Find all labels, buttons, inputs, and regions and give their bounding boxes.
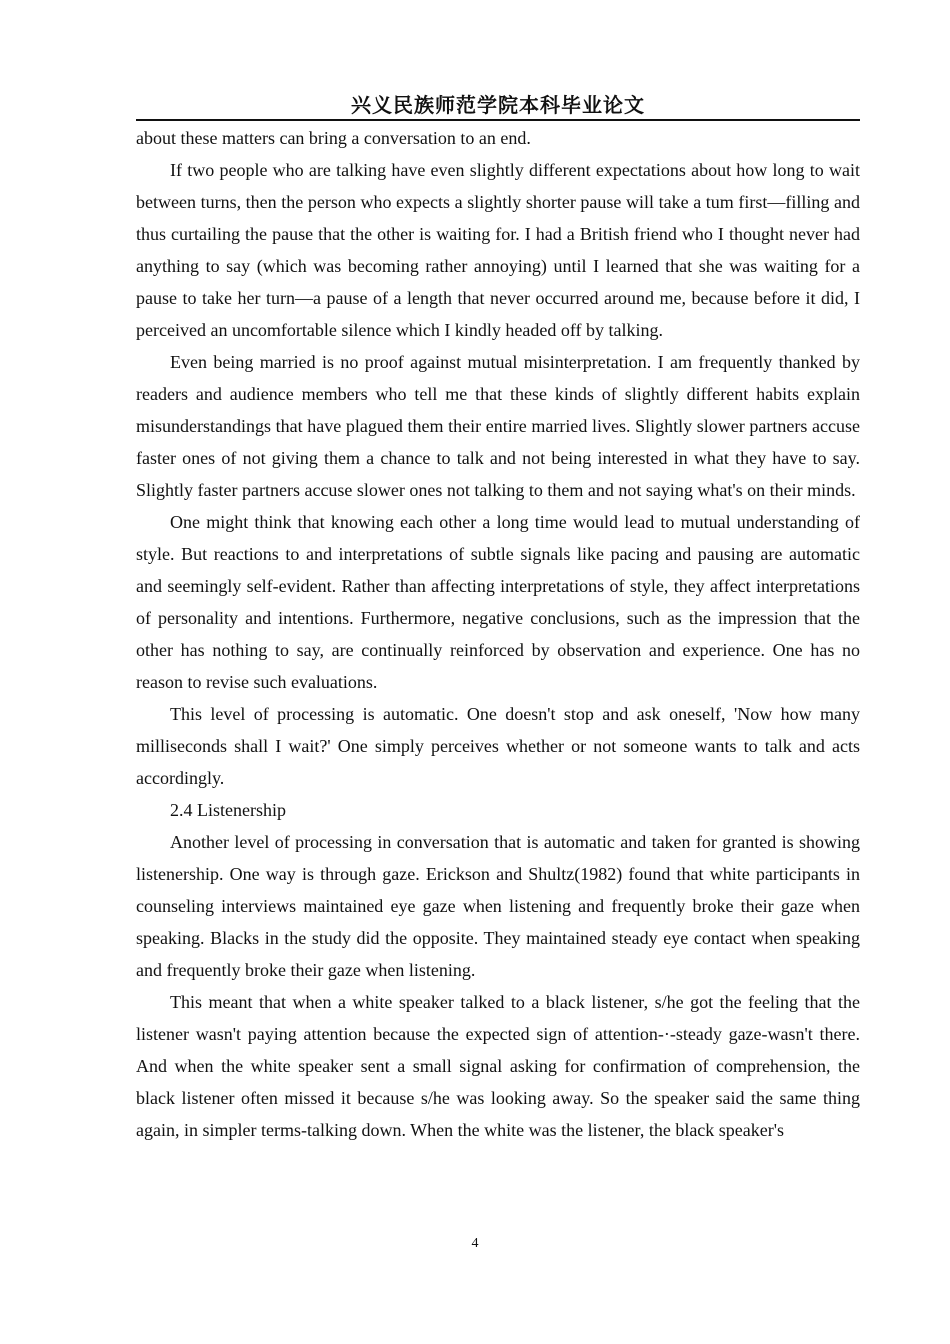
section-heading: 2.4 Listenership xyxy=(170,800,286,820)
page-number: 4 xyxy=(471,1236,479,1251)
paragraph: Even being married is no proof against mutual misinterpretation. I am frequently thanked by readers and audience members who tell me that these kinds of slightly different habits explain misunderstandings that have plagued them their entire married lives. Slightly slower partners accuse faster ones of not giving them a chance to talk and not being interested in what they have to say. Slightly faster partners accuse slower ones not talking to them and not saying what's on their minds. xyxy=(136,352,860,500)
body-text xyxy=(136,122,860,1146)
running-header: 兴义民族师范学院本科毕业论文 xyxy=(351,93,645,117)
paragraph: This meant that when a white speaker talked to a black listener, s/he got the feeling that the listener wasn't paying attention because the expected sign of attention-·-steady gaze-wasn't there. And when the white speaker sent a small signal asking for confirmation of comprehension, the black listener often missed it because s/he was looking away. So the speaker said the same thing again, in simpler terms-talking down. When the white was the listener, the black speaker's xyxy=(136,992,860,1140)
paragraph: If two people who are talking have even slightly different expectations about how long to wait between turns, then the person who expects a slightly shorter pause will take a tum first—filling and thus curtailing the pause that the other is waiting for. I had a British friend who I thought never had anything to say (which was becoming rather annoying) until I learned that she was waiting for a pause to take her turn—a pause of a length that never occurred around me, because before it did, I perceived an uncomfortable silence which I kindly headed off by talking. xyxy=(136,160,860,340)
paragraph: This level of processing is automatic. One doesn't stop and ask oneself, 'Now how many milliseconds shall I wait?' One simply perceives whether or not someone wants to talk and acts accordingly. xyxy=(136,704,860,788)
paragraph-continuation: about these matters can bring a conversation to an end. xyxy=(136,128,531,148)
paragraph: One might think that knowing each other a long time would lead to mutual understanding of style. But reactions to and interpretations of subtle signals like pacing and pausing are automatic and seemingly self-evident. Rather than affecting interpretations of style, they affect interpretations of personality and intentions. Furthermore, negative conclusions, such as the impression that the other has nothing to say, are continually reinforced by observation and experience. One has no reason to revise such evaluations. xyxy=(136,512,860,692)
header-rule xyxy=(136,119,860,121)
paragraph: Another level of processing in conversation that is automatic and taken for granted is showing listenership. One way is through gaze. Erickson and Shultz(1982) found that white participants in counseling interviews maintained eye gaze when listening and frequently broke their gaze when speaking. Blacks in the study did the opposite. They maintained steady eye contact when speaking and frequently broke their gaze when listening. xyxy=(136,832,860,980)
